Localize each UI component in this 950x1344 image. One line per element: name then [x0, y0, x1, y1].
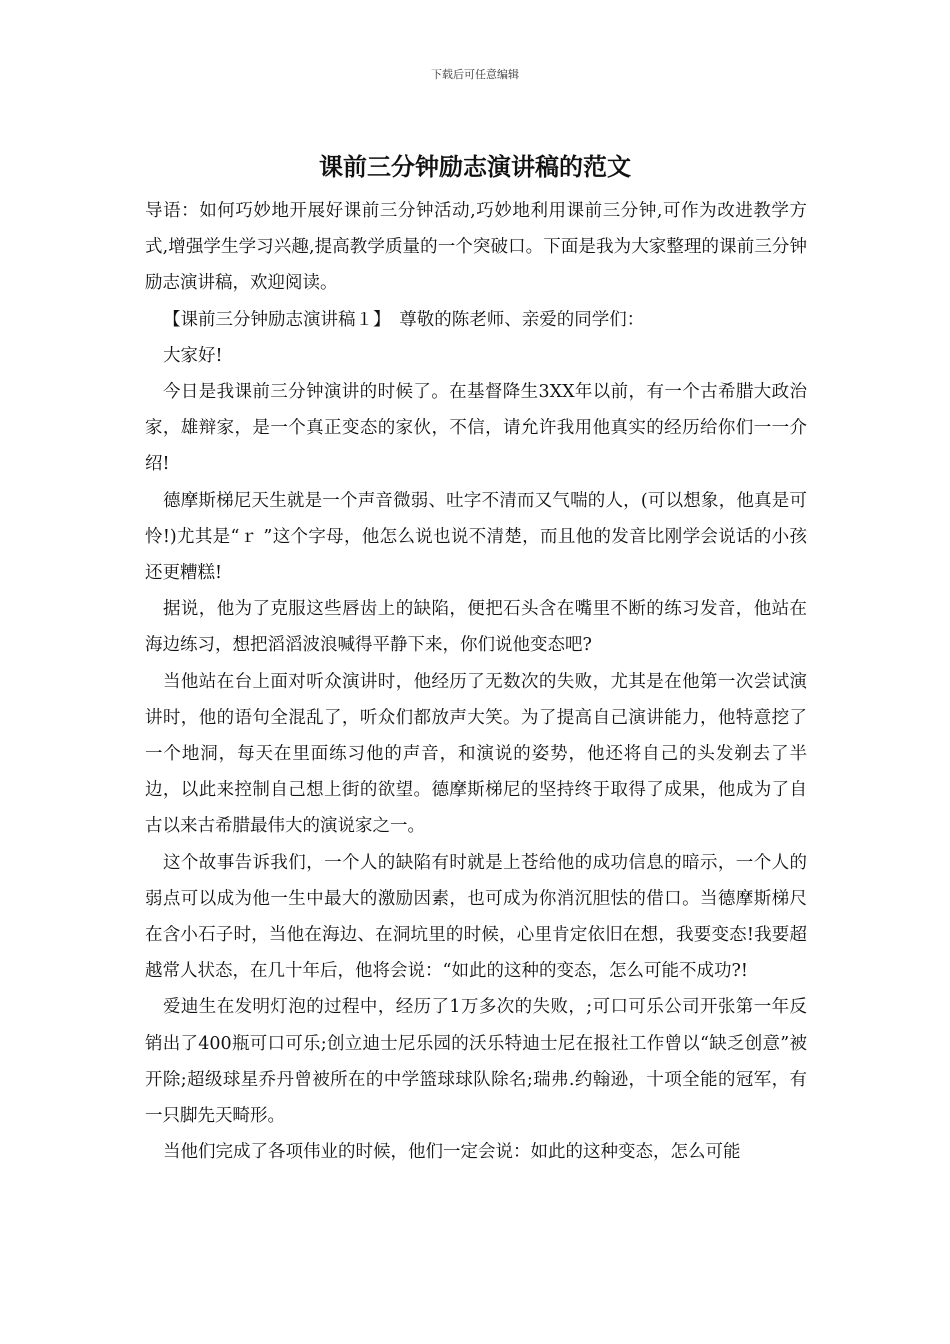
paragraph: 据说，他为了克服这些唇齿上的缺陷，便把石头含在嘴里不断的练习发音，他站在海边练习，想把滔滔波浪喊得平静下来，你们说他变态吧? — [145, 599, 807, 656]
paragraph: 德摩斯梯尼天生就是一个声音微弱、吐字不清而又气喘的人，(可以想象，他真是可怜!)尤其是“ｒ ”这个字母，他怎么说也说不清楚，而且他的发音比刚学会说话的小孩还更糟糕! — [145, 490, 807, 584]
paragraph-section-heading: 【课前三分钟励志演讲稿１】 尊敬的陈老师、亲爱的同学们： — [163, 309, 645, 330]
paragraph: 这个故事告诉我们，一个人的缺陷有时就是上苍给他的成功信息的暗示，一个人的弱点可以成为他一生中最大的激励因素，也可成为你消沉胆怯的借口。当德摩斯梯尺在含小石子时，当他在海边、在洞坑里的时候，心里肯定依旧在想，我要变态!我要超越常人状态，在几十年后，他将会说：“如此的这种的变态，怎么可能不成功?! — [145, 852, 807, 982]
paragraph: 当他们完成了各项伟业的时候，他们一定会说：如此的这种变态，怎么可能 — [163, 1142, 741, 1163]
document-title: 课前三分钟励志演讲稿的范文 — [319, 153, 631, 181]
document-body — [145, 193, 807, 1170]
paragraph-greeting: 大家好! — [163, 345, 223, 366]
paragraph: 今日是我课前三分钟演讲的时候了。在基督降生3XX年以前，有一个古希腊大政治家，雄辩家，是一个真正变态的家伙，不信，请允许我用他真实的经历给你们一一介绍! — [145, 382, 807, 475]
paragraph: 爱迪生在发明灯泡的过程中，经历了1万多次的失败，;可口可乐公司开张第一年反销出了400瓶可口可乐;创立迪士尼乐园的沃乐特迪士尼在报社工作曾以“缺乏创意”被开除;超级球星乔丹曾被所在的中学篮球球队除名;瑞弗.约翰逊，十项全能的冠军，有一只脚先天畸形。 — [145, 997, 807, 1127]
paragraph-intro: 导语：如何巧妙地开展好课前三分钟活动,巧妙地利用课前三分钟,可作为改进教学方式,增强学生学习兴趣,提高教学质量的一个突破口。下面是我为大家整理的课前三分钟励志演讲稿，欢迎阅读。 — [145, 201, 807, 294]
paragraph: 当他站在台上面对听众演讲时，他经历了无数次的失败，尤其是在他第一次尝试演讲时，他的语句全混乱了，听众们都放声大笑。为了提高自己演讲能力，他特意挖了一个地洞，每天在里面练习他的声音，和演说的姿势，他还将自己的头发剃去了半边，以此来控制自己想上街的欲望。德摩斯梯尼的坚持终于取得了成果，他成为了自古以来古希腊最伟大的演说家之一。 — [145, 671, 807, 837]
page-header-note: 下载后可任意编辑 — [431, 68, 519, 81]
